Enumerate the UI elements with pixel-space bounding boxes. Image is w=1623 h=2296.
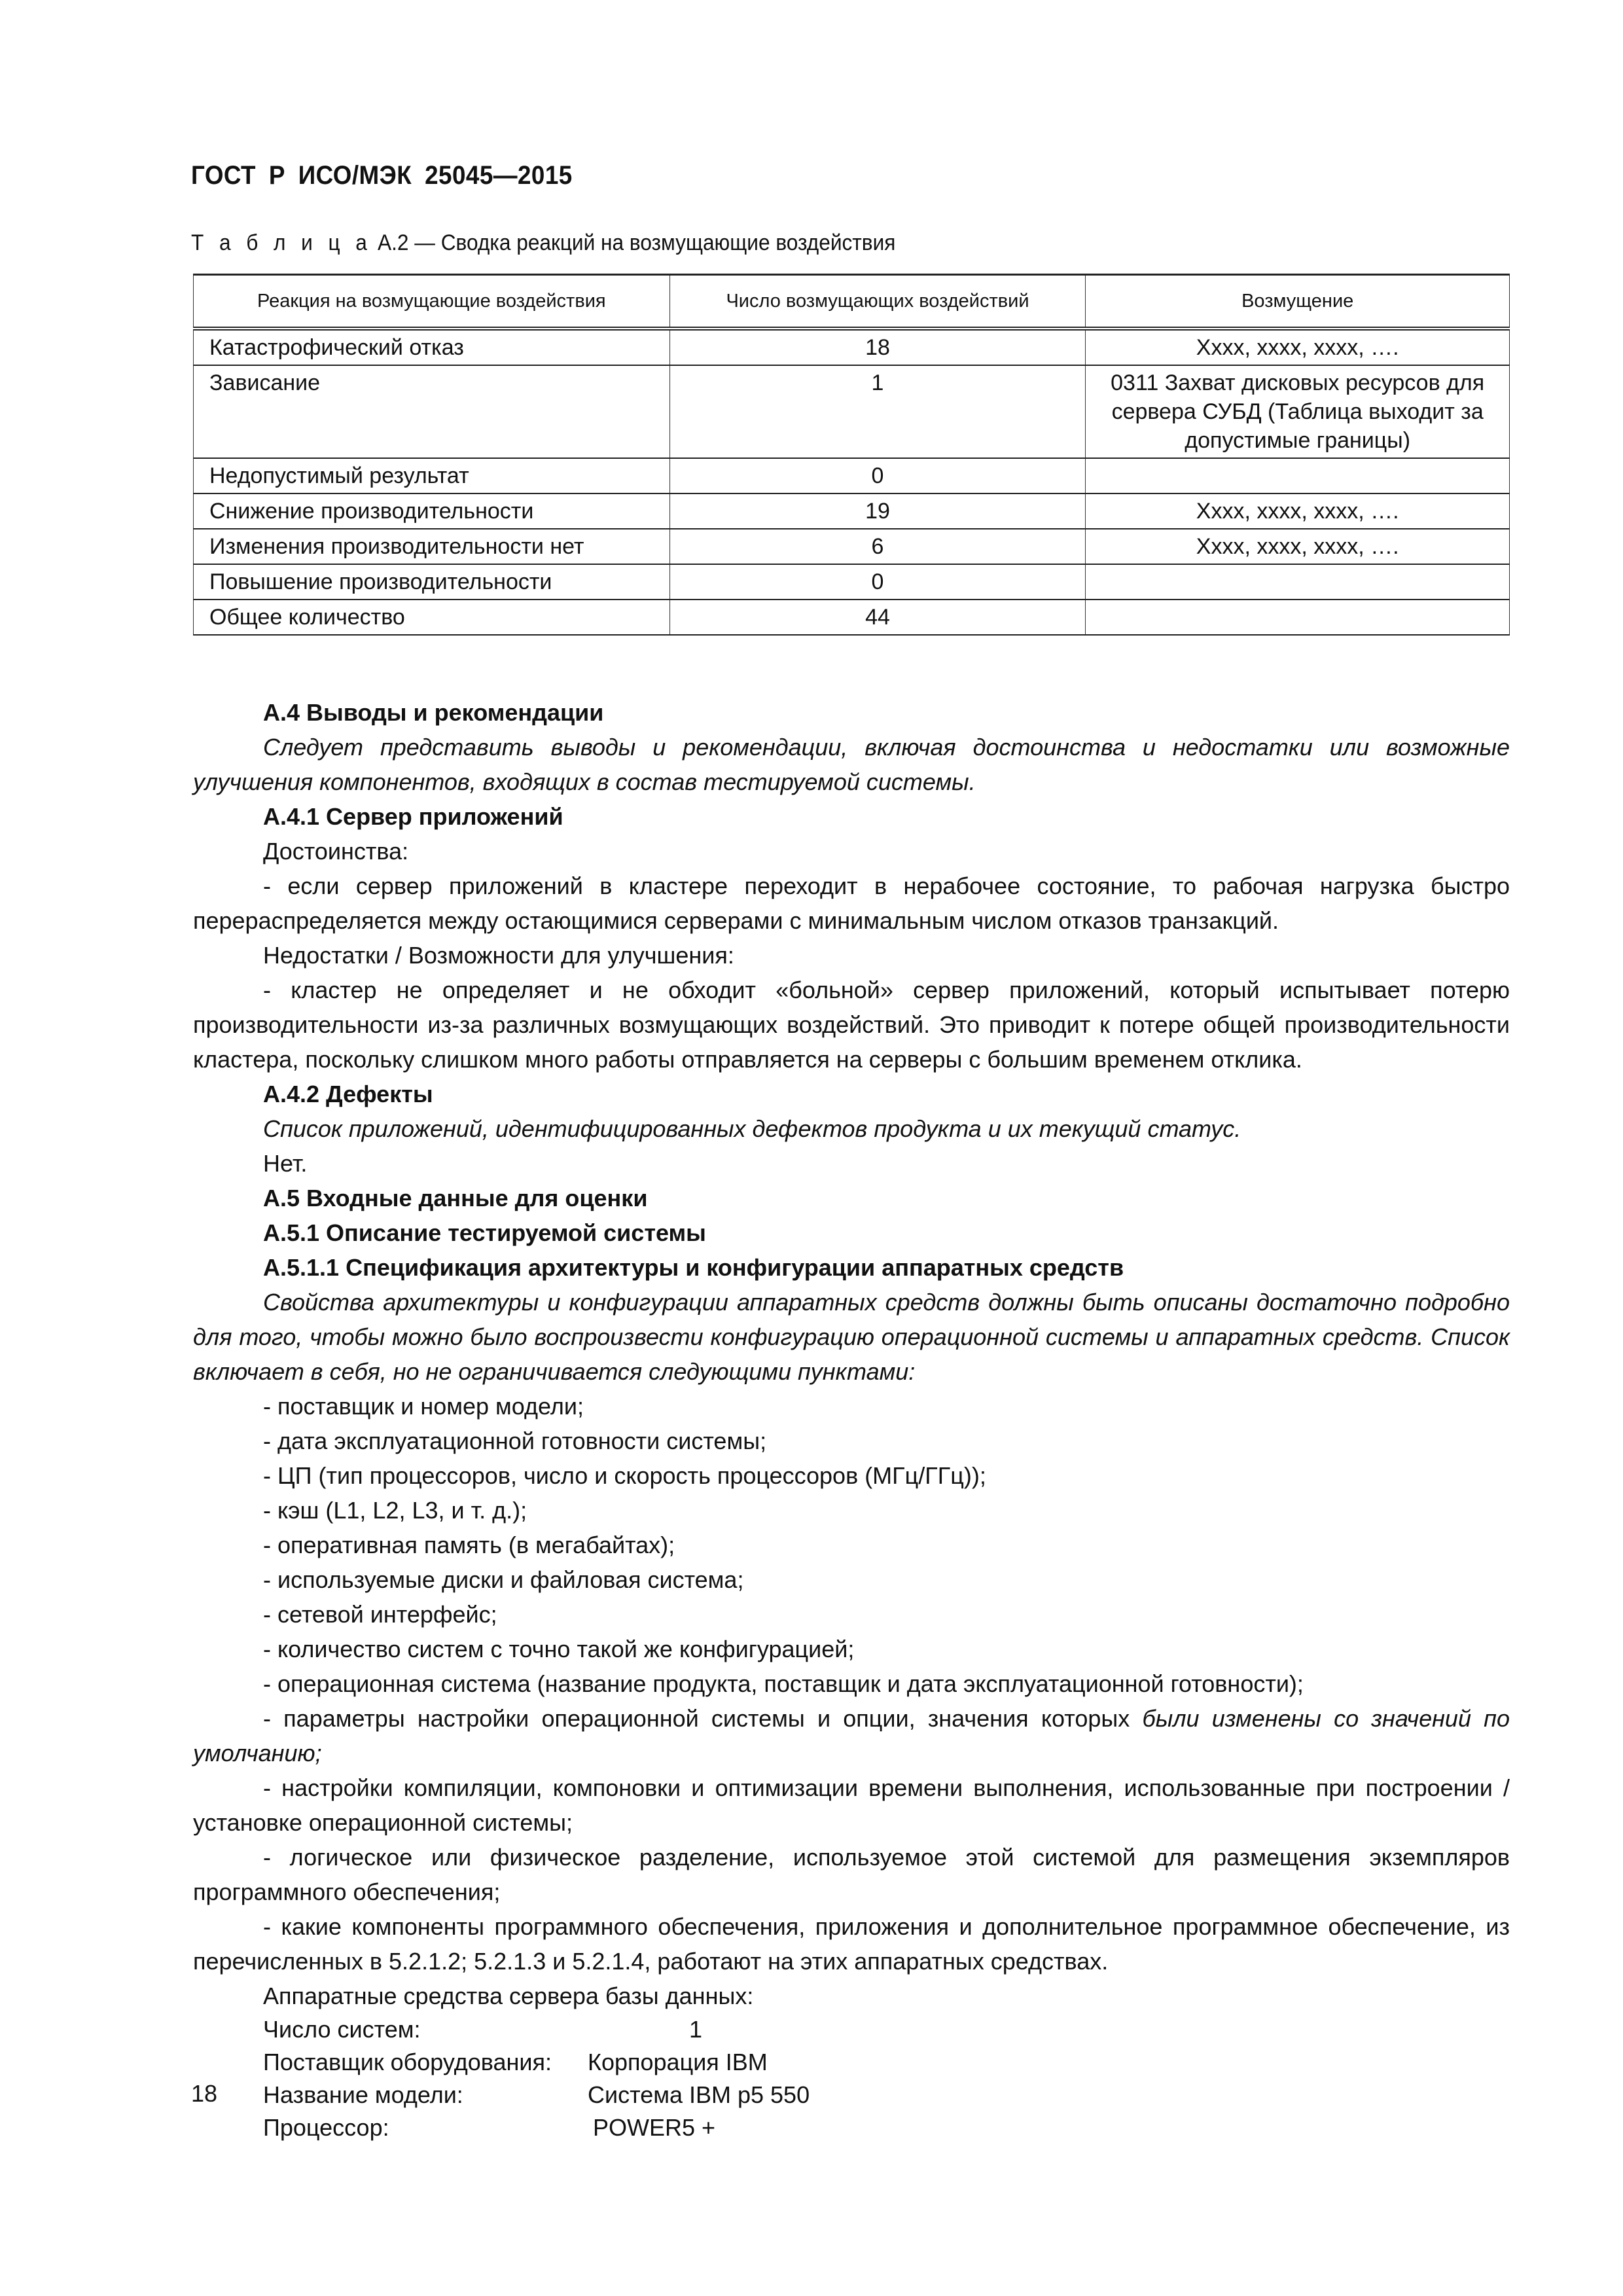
cell-disturbance: Xxxx, xxxx, xxxx, …. xyxy=(1086,529,1510,564)
instruction-a4: Следует представить выводы и рекомендации, включая достоинства и недостатки или возможные улучшения компонентов, входящих в состав тестируемой системы. xyxy=(193,734,1510,795)
spec-label: Число систем: xyxy=(263,2016,421,2043)
spec-row-processor xyxy=(193,2111,1510,2144)
spec-row-model xyxy=(193,2079,1510,2111)
cell-count: 0 xyxy=(669,564,1086,600)
cell-disturbance xyxy=(1086,600,1510,635)
table-header-row xyxy=(194,275,1510,329)
spec-row-systems-count xyxy=(193,2013,1510,2046)
reaction-summary-table xyxy=(193,274,1510,636)
cell-disturbance: 0311 Захват дисковых ресурсов для сервера СУБД (Таблица выходит за допустимые границы) xyxy=(1086,365,1510,458)
list-item: - настройки компиляции, компоновки и оптимизации времени выполнения, использованные при построении /установке операционной системы; xyxy=(193,1774,1510,1836)
list-item: - дата эксплуатационной готовности системы; xyxy=(263,1427,767,1454)
spec-label: Процессор: xyxy=(263,2114,389,2141)
cell-reaction: Общее количество xyxy=(194,600,670,635)
spec-value: Корпорация IBM xyxy=(588,2049,768,2075)
list-item: - оперативная память (в мегабайтах); xyxy=(263,1532,675,1558)
list-item: - ЦП (тип процессоров, число и скорость процессоров (МГц/ГГц)); xyxy=(263,1462,986,1489)
instruction-a42: Список приложений, идентифицированных дефектов продукта и их текущий статус. xyxy=(263,1115,1241,1142)
cell-reaction: Зависание xyxy=(194,365,670,458)
list-item-os-params-plain: - параметры настройки операционной системы и опции, значения которых xyxy=(263,1705,1143,1732)
table-row xyxy=(194,365,1510,458)
spec-value: POWER5 + xyxy=(593,2114,716,2141)
list-item: - используемые диски и файловая система; xyxy=(263,1566,744,1593)
document-body xyxy=(193,695,1510,2144)
page-number: 18 xyxy=(191,2080,218,2107)
table-caption-number: А.2 xyxy=(378,230,409,255)
heading-a41: А.4.1 Сервер приложений xyxy=(263,803,563,830)
advantage-item: - если сервер приложений в кластере переходит в нерабочее состояние, то рабочая нагрузка быстро перераспределяется между остающимися серверами с минимальным числом отказов транзакций. xyxy=(193,872,1510,934)
cell-reaction: Катастрофический отказ xyxy=(194,329,670,365)
disadvantages-label: Недостатки / Возможности для улучшения: xyxy=(263,942,734,969)
table-row-total xyxy=(194,600,1510,635)
cell-reaction: Повышение производительности xyxy=(194,564,670,600)
spec-row-vendor xyxy=(193,2046,1510,2079)
cell-count: 0 xyxy=(669,458,1086,493)
heading-a4: А.4 Выводы и рекомендации xyxy=(263,699,604,726)
heading-a42: А.4.2 Дефекты xyxy=(263,1081,433,1107)
spec-label: Название модели: xyxy=(263,2081,463,2108)
table-row xyxy=(194,458,1510,493)
table-row xyxy=(194,529,1510,564)
spec-label: Поставщик оборудования: xyxy=(263,2049,552,2075)
cell-disturbance xyxy=(1086,458,1510,493)
list-item: - кэш (L1, L2, L3, и т. д.); xyxy=(263,1497,527,1524)
table-row xyxy=(194,329,1510,365)
cell-reaction: Снижение производительности xyxy=(194,493,670,529)
list-item: - операционная система (название продукта, поставщик и дата эксплуатационной готовности); xyxy=(263,1670,1304,1697)
table-caption-prefix: Т а б л и ц а xyxy=(191,230,372,255)
list-item-os-params xyxy=(193,1701,1510,1770)
table-row xyxy=(194,493,1510,529)
db-hardware-label: Аппаратные средства сервера базы данных: xyxy=(263,1982,754,2009)
hardware-spec-list xyxy=(193,2013,1510,2144)
table-caption xyxy=(191,230,895,256)
list-item: - логическое или физическое разделение, используемое этой системой для размещения экземпляров программного обеспечения; xyxy=(193,1844,1510,1905)
cell-count: 19 xyxy=(669,493,1086,529)
list-item: - какие компоненты программного обеспечения, приложения и дополнительное программное обеспечение, из перечисленных в 5.2.1.2; 5.2.1.3 и 5.2.1.4, работают на этих аппаратных средствах. xyxy=(193,1913,1510,1975)
cell-count: 1 xyxy=(669,365,1086,458)
table-row xyxy=(194,564,1510,600)
heading-a511: А.5.1.1 Спецификация архитектуры и конфигурации аппаратных средств xyxy=(263,1254,1124,1281)
column-header-count: Число возмущающих воздействий xyxy=(669,275,1086,329)
cell-disturbance xyxy=(1086,564,1510,600)
defects-answer: Нет. xyxy=(263,1150,308,1177)
heading-a5: А.5 Входные данные для оценки xyxy=(263,1185,648,1211)
column-header-disturbance: Возмущение xyxy=(1086,275,1510,329)
document-header: ГОСТ Р ИСО/МЭК 25045—2015 xyxy=(191,161,573,190)
spec-value: Система IBM p5 550 xyxy=(588,2081,810,2108)
cell-reaction: Изменения производительности нет xyxy=(194,529,670,564)
spec-value: 1 xyxy=(689,2016,703,2043)
cell-disturbance: Xxxx, xxxx, xxxx, …. xyxy=(1086,493,1510,529)
heading-a51: А.5.1 Описание тестируемой системы xyxy=(263,1219,706,1246)
cell-count: 6 xyxy=(669,529,1086,564)
disadvantage-item: - кластер не определяет и не обходит «больной» сервер приложений, который испытывает потерю производительности из-за различных возмущающих воздействий. Это приводит к потере общей производительности кластера, поскольку слишком много работы отправляется на серверы с большим временем отклика. xyxy=(193,977,1510,1073)
cell-count: 18 xyxy=(669,329,1086,365)
list-item: - поставщик и номер модели; xyxy=(263,1393,584,1420)
cell-disturbance: Xxxx, xxxx, xxxx, …. xyxy=(1086,329,1510,365)
list-item: - количество систем с точно такой же конфигурацией; xyxy=(263,1636,855,1662)
cell-count: 44 xyxy=(669,600,1086,635)
list-item: - сетевой интерфейс; xyxy=(263,1601,497,1628)
instruction-a511: Свойства архитектуры и конфигурации аппаратных средств должны быть описаны достаточно подробно для того, чтобы можно было воспроизвести конфигурацию операционной системы и аппаратных средств. Список включает в себя, но не ограничивается следующими пунктами: xyxy=(193,1289,1510,1385)
list-item-os-params-italic: были изменены со значений по умолчанию; xyxy=(193,1705,1510,1767)
column-header-reaction: Реакция на возмущающие воздействия xyxy=(194,275,670,329)
cell-reaction: Недопустимый результат xyxy=(194,458,670,493)
table-caption-text: — Сводка реакций на возмущающие воздействия xyxy=(414,230,896,255)
advantages-label: Достоинства: xyxy=(263,838,409,865)
